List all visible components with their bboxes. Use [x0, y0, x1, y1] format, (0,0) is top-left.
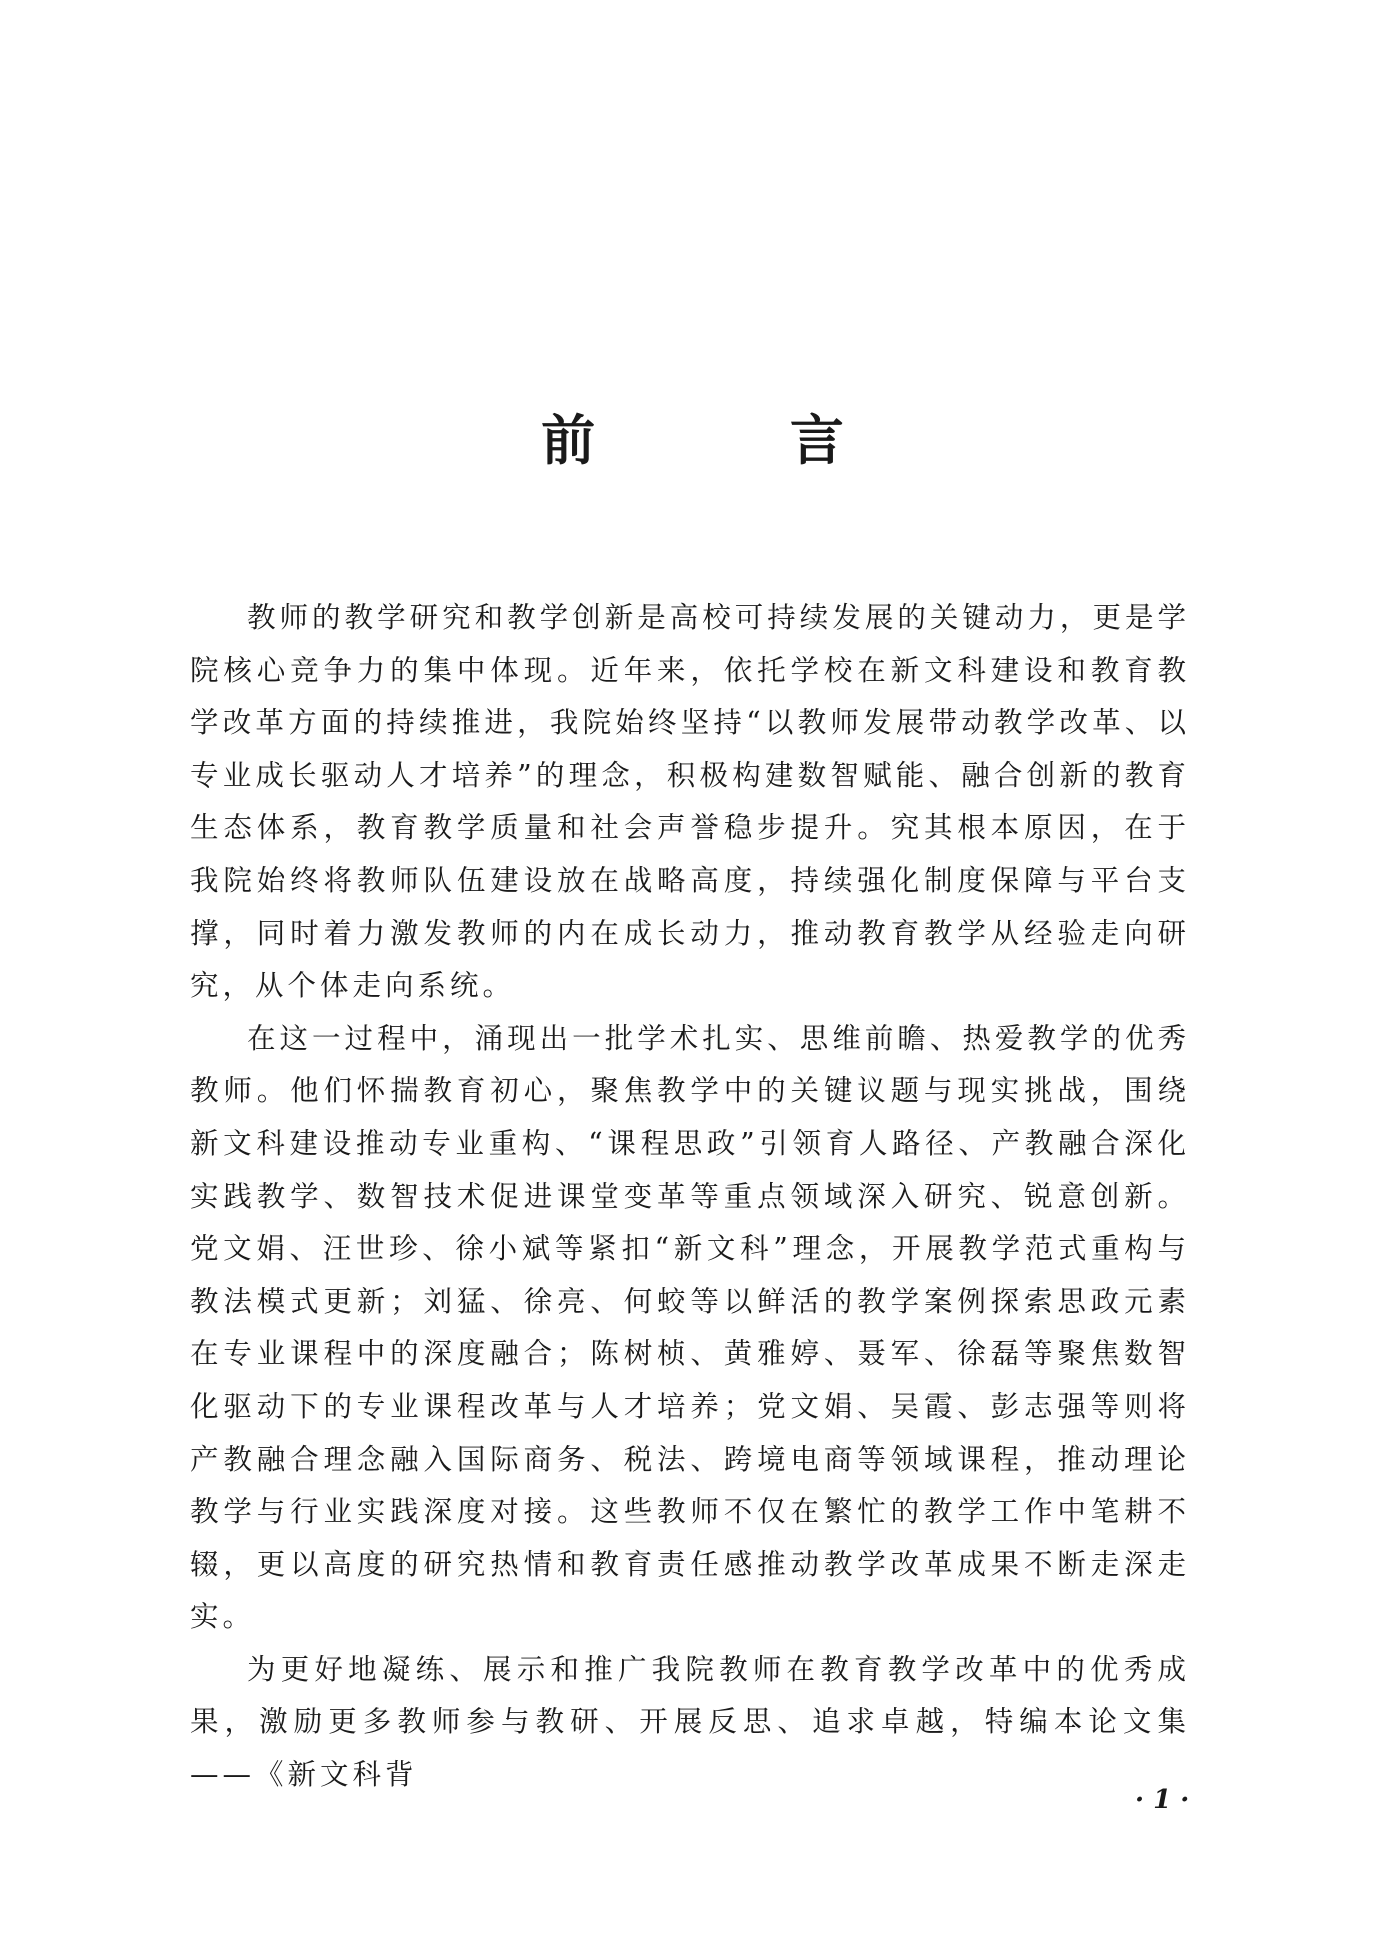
page-title: 前 言: [541, 408, 932, 472]
paragraph-1: 教师的教学研究和教学创新是高校可持续发展的关键动力，更是学院核心竞争力的集中体现。近年来，依托学校在新文科建设和教育教学改革方面的持续推进，我院始终坚持“以教师发展带动教学改革、以专业成长驱动人才培养”的理念，积极构建数智赋能、融合创新的教育生态体系，教育教学质量和社会声誉稳步提升。究其根本原因，在于我院始终将教师队伍建设放在战略高度，持续强化制度保障与平台支撑，同时着力激发教师的内在成长动力，推动教育教学从经验走向研究，从个体走向系统。: [190, 601, 1190, 1003]
body-text: [190, 592, 1190, 1802]
page-number: · 1 ·: [1135, 1785, 1190, 1815]
paragraph-3: 为更好地凝练、展示和推广我院教师在教育教学改革中的优秀成果，激励更多教师参与教研、开展反思、追求卓越，特编本论文集——《新文科背: [190, 1652, 1190, 1792]
paragraph-2: 在这一过程中，涌现出一批学术扎实、思维前瞻、热爱教学的优秀教师。他们怀揣教育初心，聚焦教学中的关键议题与现实挑战，围绕新文科建设推动专业重构、“课程思政”引领育人路径、产教融合深化实践教学、数智技术促进课堂变革等重点领域深入研究、锐意创新。党文娟、汪世珍、徐小斌等紧扣“新文科”理念，开展教学范式重构与教法模式更新；刘猛、徐亮、何蛟等以鲜活的教学案例探索思政元素在专业课程中的深度融合；陈树桢、黄雅婷、聂军、徐磊等聚焦数智化驱动下的专业课程改革与人才培养；党文娟、吴霞、彭志强等则将产教融合理念融入国际商务、税法、跨境电商等领域课程，推动理论教学与行业实践深度对接。这些教师不仅在繁忙的教学工作中笔耕不辍，更以高度的研究热情和教育责任感推动教学改革成果不断走深走实。: [190, 1021, 1190, 1634]
